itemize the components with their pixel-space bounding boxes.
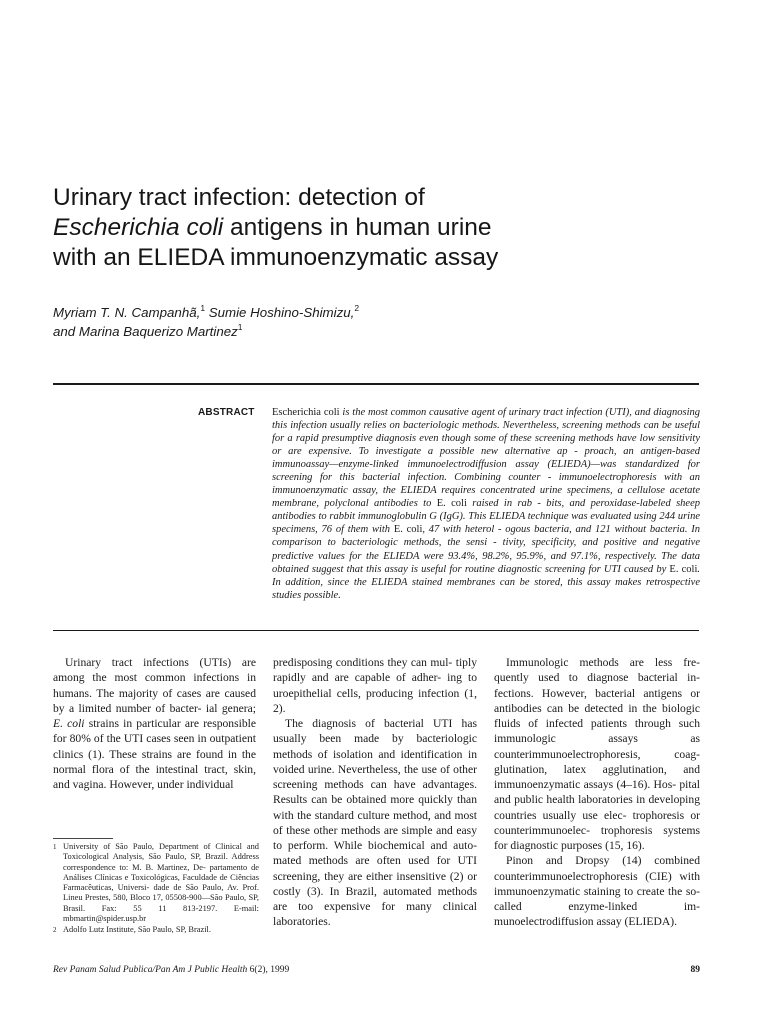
body-column-2 <box>273 655 477 930</box>
author-3-affiliation: 1 <box>237 322 243 332</box>
abstract-part-2: raised in rab - bits, and peroxidase-labeled sheep antibodies to rabbit immunoglobulin G (IgG). This ELIEDA technique was evaluated using 244 urine specimens, 76 of them with <box>272 498 700 536</box>
abstract-part-4: . In addition, since the ELIEDA stained membranes can be stored, this assay makes retrospective studies possible. <box>272 563 700 601</box>
author-3-name: and Marina Baquerizo Martinez <box>53 324 238 339</box>
abstract-part-3: , 47 with heterol - ogous bacteria, and 121 without bacteria. In comparison to bacteriologic methods, the sensi - tivity, specificity, and positive and negative predictive values for the ELIEDA were 93.4%, 98.2%, 95.9%, and 97.1%, respectively. The data obtained suggest that this assay is useful for routine diagnostic screening for UTI caused by <box>272 524 700 575</box>
header-divider <box>53 383 699 385</box>
body-column-3 <box>494 655 700 930</box>
footnote-2-number: 2 <box>53 926 57 934</box>
author-list <box>53 303 693 341</box>
body-paragraph <box>53 655 256 792</box>
abstract-species-2: E. coli <box>393 524 423 536</box>
footnote-2-text: Adolfo Lutz Institute, São Paulo, SP, Brazil. <box>63 925 211 934</box>
abstract-species-3: E. coli <box>669 563 698 575</box>
col1-species: E. coli <box>53 717 85 730</box>
col3-paragraph-2: Pinon and Dropsy (14) combined counterimmunoelectrophoresis (CIE) with immunoenzymatic staining to create the so-called enzyme-linked im- munoelectrodiffusion assay (ELIEDA). <box>494 854 700 929</box>
title-line-3: with an ELIEDA immunoenzymatic assay <box>53 244 499 271</box>
author-2-affiliation: 2 <box>354 303 360 313</box>
title-line-2 <box>53 213 693 243</box>
author-1-affiliation: 1 <box>200 303 206 313</box>
col3-paragraph-1: Immunologic methods are less fre- quently used to diagnose bacterial in- fections. However, bacterial antigens or antibodies can be detected in the biologic fluids of infected patients through such immunologic assays as counterimmunoelectrophoresis, coag- glutination, latex agglutination, and immunoenzymatic assays (4–16). Hos- pital and public health laboratories in developing countries usually use elec- trophoresis or counterimmunoelec- trophoresis systems for diagnostic purposes (15, 16). <box>494 656 700 852</box>
article-title <box>53 183 693 273</box>
footnote-1-text: University of São Paulo, Department of Clinical and Toxicological Analysis, São Paulo, SP, Brazil. Address correspondence to: M. B. Martinez, De- partamento de Análises Clínicas e Toxicológicas, Faculdade de Ciências Farmacêuticas, Universi- dade de São Paulo, Av. Prof. Lineu Prestes, 580, Bloco 17, 05508-900—São Paulo, SP, Brasil. Fax: 55 11 813-2197. E-mail: mbmartin@spider.usp.br <box>63 842 259 924</box>
footnote-divider <box>53 838 113 839</box>
footnote-1-number: 1 <box>53 843 57 851</box>
footnote-1 <box>53 842 259 924</box>
abstract-part-1: is the most common causative agent of urinary tract infection (UTI), and diagnosing this infection usually relies on bacteriologic methods. Nevertheless, screening methods can be useful for a rapid presumptive diagnosis even though some of these screening methods have low sensitivity or are expensive. To investigate a possible new alternative ap - proach, an antigen-based immunoassay—enzyme-linked immunoelectrodiffusion assay (ELIEDA)—was standardized for screening for this bacterial infection. Combining counter - immunoelectrophoresis with an immunoenzymatic assay, the ELIEDA requires concentrated urine specimens, a cellulose acetate membrane, polyclonal antibodies to <box>272 407 701 510</box>
author-1-name: Myriam T. N. Campanhã, <box>53 305 201 320</box>
title-species-name: Escherichia coli <box>53 214 224 241</box>
journal-citation <box>53 965 289 975</box>
title-line-2-rest: antigens in human urine <box>223 214 492 241</box>
authors-line-1 <box>53 303 693 322</box>
abstract-label: ABSTRACT <box>198 407 255 418</box>
abstract-lead-species: Escherichia coli <box>272 407 340 418</box>
col1-text-a: Urinary tract infections (UTIs) are among the most common infections in humans. The majority of cases are caused by a limited number of bacter- ial genera; <box>53 656 256 715</box>
title-line-1: Urinary tract infection: detection of <box>53 184 425 211</box>
body-column-1 <box>53 655 256 792</box>
col2-paragraph-1: predisposing conditions they can mul- tiply rapidly and are capable of adher- ing to uroepithelial cells, producing infection (1, 2). <box>273 656 477 715</box>
col1-text-b: strains in particular are responsible for 80% of the UTI cases seen in outpatient clinics (1). These strains are found in the normal flora of the intestinal tract, skin, and vagina. However, under individual <box>53 717 257 791</box>
footnote-2 <box>53 925 259 935</box>
authors-line-2 <box>53 322 693 341</box>
abstract-text <box>272 406 700 602</box>
abstract-divider <box>53 630 699 631</box>
journal-issue: 6(2), 1999 <box>247 965 290 975</box>
author-2-name: Sumie Hoshino-Shimizu, <box>205 305 355 320</box>
page-number: 89 <box>690 965 700 975</box>
abstract-species-1: E. coli <box>436 498 467 510</box>
col2-paragraph-2: The diagnosis of bacterial UTI has usually been made by bacteriologic methods of isolation and identification in voided urine. Nevertheless, the use of other screening methods can have advantages. Results can be obtained more quickly than with the standard culture method, and most of these other methods are simple and easy to perform. While biochemical and auto- mated methods are often used for UTI screening, they are either insensitive (2) or costly (3). In Brazil, automated methods are too expensive for many clinical laboratories. <box>273 717 477 929</box>
journal-name: Rev Panam Salud Publica/Pan Am J Public Health <box>53 965 248 975</box>
